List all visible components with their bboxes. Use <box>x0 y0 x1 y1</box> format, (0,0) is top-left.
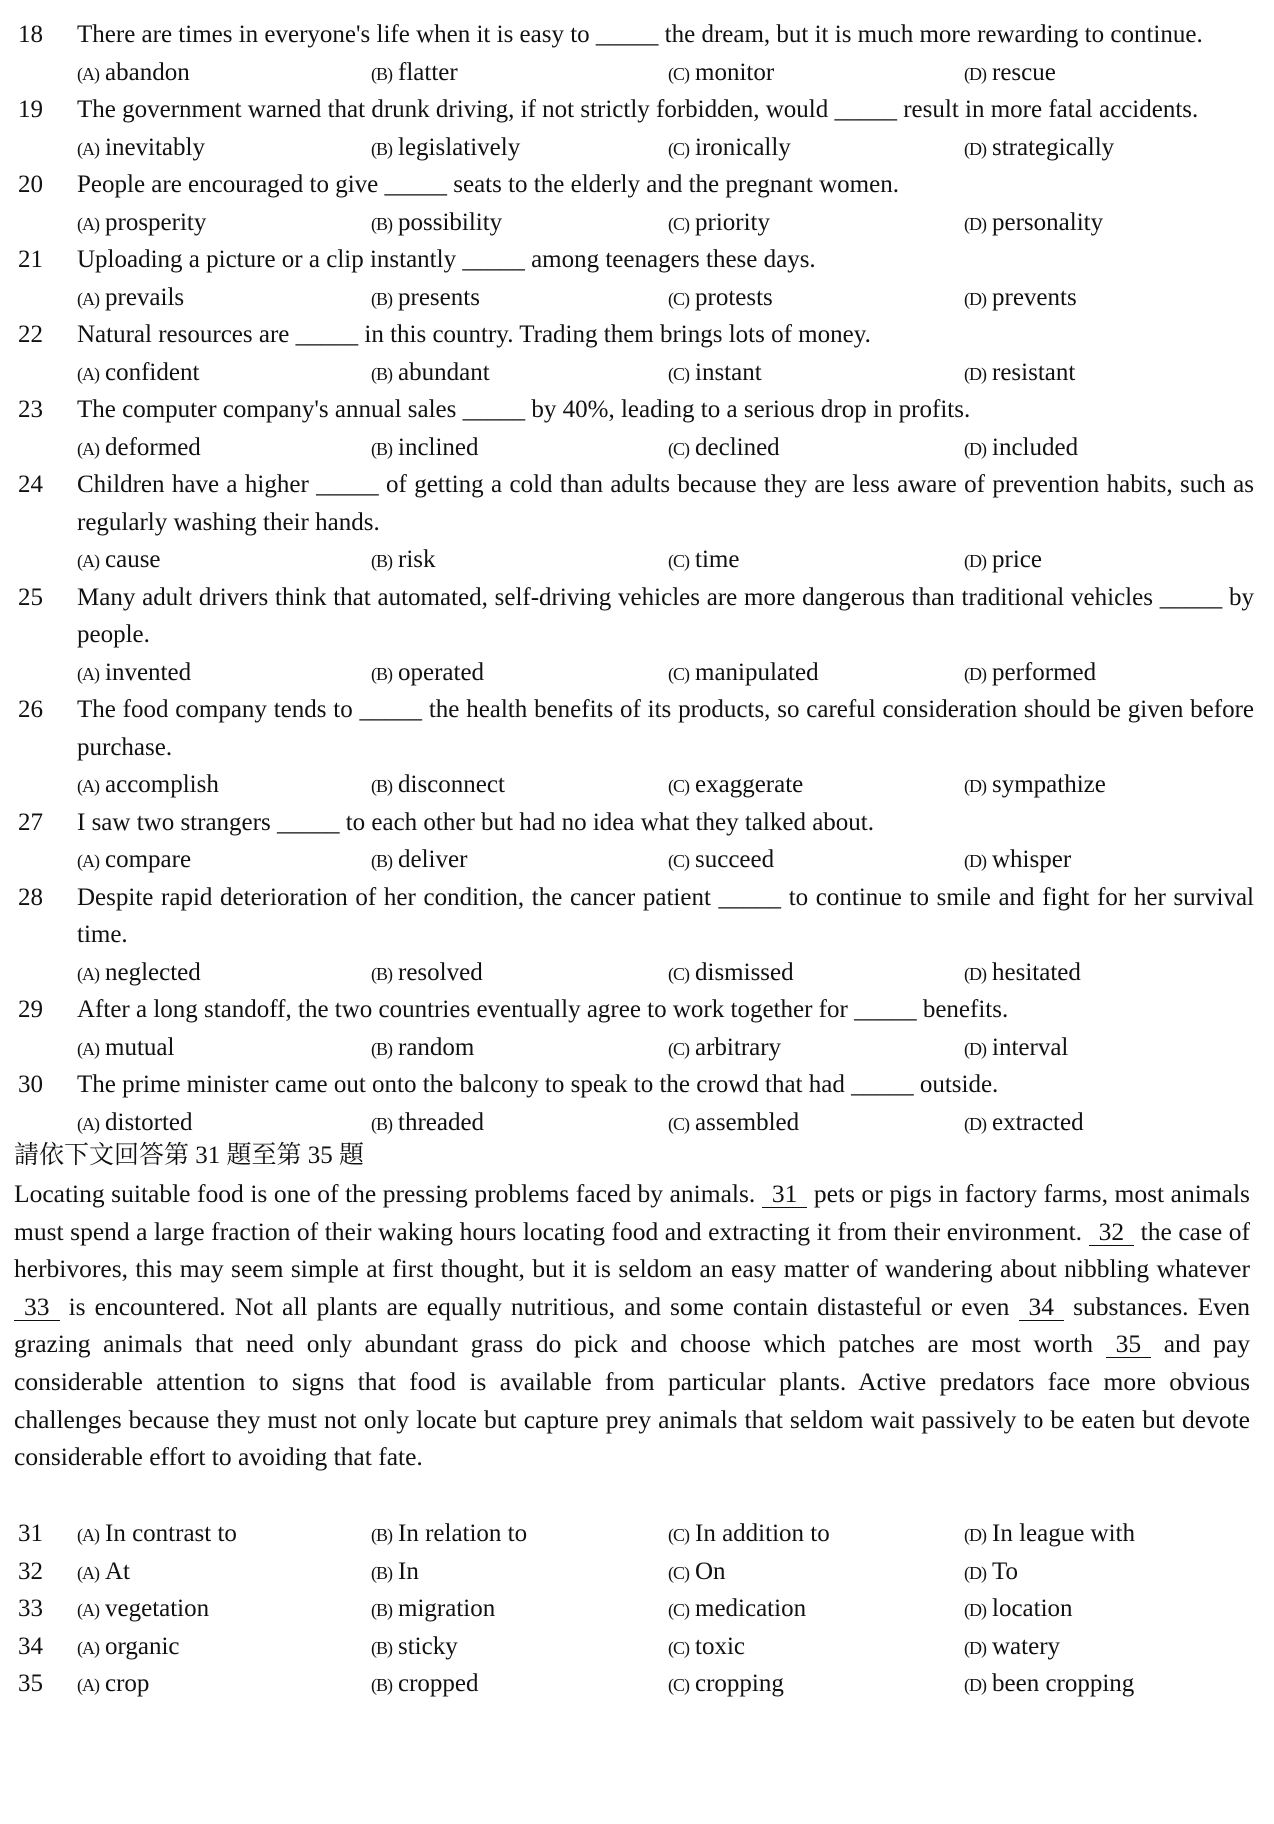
option-row <box>14 954 1254 992</box>
question-item <box>14 16 1254 91</box>
question-number: 28 <box>18 883 43 911</box>
question-text: I saw two strangers _____ to each other but had no idea what they talked about. <box>77 808 874 836</box>
option-c[interactable]: (C) succeed <box>668 846 775 873</box>
option-a[interactable]: (A) distorted <box>77 1108 193 1136</box>
question-number: 19 <box>18 96 43 123</box>
passage-text: pets or pigs in factory farms, most animals must spend a large fraction of their waking hours locating food and extracting it from their environment. <box>14 1179 1250 1246</box>
passage-text: and pay considerable attention to signs that food is available from particular plants. Active predators face more obvious challenges because they must not only locate but capture prey animals that seldom wait passively to be eaten but devote considerable effort to avoiding that fate. <box>14 1329 1251 1472</box>
question-text: Despite rapid deterioration of her condition, the cancer patient _____ to continue to smile and fight for her survival time. <box>77 883 1254 948</box>
question-text: Uploading a picture or a clip instantly _____ among teenagers these days. <box>77 246 816 273</box>
answer-row <box>14 1553 1254 1591</box>
question-number: 35 <box>18 1670 43 1697</box>
option-d[interactable]: (D) sympathize <box>964 771 1106 798</box>
answer-row <box>14 1628 1254 1666</box>
question-item <box>14 991 1254 1066</box>
cloze-passage <box>14 1175 1250 1476</box>
option-c[interactable]: (C) In addition to <box>668 1520 830 1547</box>
option-d[interactable]: (D) prevents <box>964 283 1077 311</box>
option-row <box>14 354 1254 392</box>
option-row <box>14 279 1254 317</box>
option-c[interactable]: (C) time <box>668 546 740 573</box>
question-number: 24 <box>18 471 43 498</box>
option-a[interactable]: (A) vegetation <box>77 1595 210 1622</box>
option-c[interactable]: (C) ironically <box>668 133 791 161</box>
option-b[interactable]: (B) abundant <box>371 358 490 386</box>
option-b[interactable]: (B) In relation to <box>371 1520 528 1547</box>
option-a[interactable]: (A) cause <box>77 546 161 573</box>
option-row <box>14 429 1254 467</box>
option-b[interactable]: (B) inclined <box>371 433 479 461</box>
question-item <box>14 691 1254 804</box>
question-number: 34 <box>18 1632 43 1660</box>
option-row <box>14 654 1254 692</box>
option-row <box>14 1029 1254 1067</box>
option-c[interactable]: (C) exaggerate <box>668 771 804 798</box>
option-d[interactable]: (D) strategically <box>964 133 1115 161</box>
option-c[interactable]: (C) assembled <box>668 1108 800 1136</box>
option-c[interactable]: (C) arbitrary <box>668 1033 782 1061</box>
option-c[interactable]: (C) cropping <box>668 1670 784 1697</box>
option-a[interactable]: (A) organic <box>77 1632 180 1660</box>
option-d[interactable]: (D) interval <box>964 1033 1069 1061</box>
option-a[interactable]: (A) prevails <box>77 283 185 311</box>
option-d[interactable]: (D) whisper <box>964 846 1072 873</box>
option-a[interactable]: (A) inevitably <box>77 133 205 161</box>
option-b[interactable]: (B) flatter <box>371 58 458 86</box>
option-a[interactable]: (A) In contrast to <box>77 1520 237 1547</box>
option-c[interactable]: (C) monitor <box>668 58 775 86</box>
option-a[interactable]: (A) prosperity <box>77 208 207 236</box>
question-number: 22 <box>18 321 43 348</box>
option-b[interactable]: (B) operated <box>371 658 485 686</box>
passage-text: Locating suitable food is one of the pressing problems faced by animals. <box>14 1179 762 1208</box>
question-number: 18 <box>18 21 43 48</box>
option-c[interactable]: (C) protests <box>668 283 773 311</box>
question-number: 32 <box>18 1557 43 1585</box>
question-text: The government warned that drunk driving, if not strictly forbidden, would _____ result in more fatal accidents. <box>77 96 1199 123</box>
question-number: 27 <box>18 808 43 836</box>
question-text: Natural resources are _____ in this country. Trading them brings lots of money. <box>77 321 871 348</box>
option-c[interactable]: (C) toxic <box>668 1632 745 1660</box>
option-d[interactable]: (D) included <box>964 433 1079 461</box>
option-b[interactable]: (B) cropped <box>371 1670 479 1697</box>
question-item <box>14 391 1254 466</box>
answer-row <box>14 1590 1254 1628</box>
question-text: The prime minister came out onto the balcony to speak to the crowd that had _____ outside. <box>77 1071 999 1098</box>
option-b[interactable]: (B) threaded <box>371 1108 485 1136</box>
option-a[interactable]: (A) neglected <box>77 958 201 986</box>
question-text: There are times in everyone's life when it is easy to _____ the dream, but it is much more rewarding to continue. <box>77 21 1203 48</box>
option-a[interactable]: (A) abandon <box>77 58 190 86</box>
option-b[interactable]: (B) sticky <box>371 1632 458 1660</box>
option-c[interactable]: (C) declined <box>668 433 780 461</box>
question-item <box>14 241 1254 316</box>
option-row <box>14 766 1254 804</box>
option-a[interactable]: (A) accomplish <box>77 771 219 798</box>
option-c[interactable]: (C) manipulated <box>668 658 819 686</box>
option-b[interactable]: (B) resolved <box>371 958 483 986</box>
question-item <box>14 166 1254 241</box>
question-number: 33 <box>18 1595 43 1622</box>
question-text: The computer company's annual sales _____ by 40%, leading to a serious drop in profits. <box>77 396 971 423</box>
option-row <box>14 204 1254 242</box>
option-row <box>14 1104 1254 1142</box>
option-d[interactable]: (D) hesitated <box>964 958 1081 986</box>
option-d[interactable]: (D) In league with <box>964 1520 1136 1547</box>
question-number: 25 <box>18 583 43 611</box>
option-c[interactable]: (C) priority <box>668 208 770 236</box>
blank-32: 32 <box>1089 1219 1135 1246</box>
option-b[interactable]: (B) legislatively <box>371 133 521 161</box>
question-item <box>14 91 1254 166</box>
option-row <box>14 841 1254 879</box>
option-c[interactable]: (C) instant <box>668 358 762 386</box>
passage-text: substances. Even grazing animals that need only abundant grass do pick and choose which patches are most worth <box>14 1291 1250 1359</box>
cloze-answer-list <box>14 1515 1254 1703</box>
option-a[interactable]: (A) crop <box>77 1670 150 1697</box>
answer-row <box>14 1515 1254 1553</box>
question-item <box>14 804 1254 879</box>
option-c[interactable]: (C) medication <box>668 1595 807 1622</box>
question-number: 21 <box>18 246 43 273</box>
passage-text: the case of herbivores, this may seem simple at first thought, but it is seldom an easy matter of wandering about nibbling whatever <box>14 1216 1250 1284</box>
option-a[interactable]: (A) deformed <box>77 433 201 461</box>
option-a[interactable]: (A) invented <box>77 658 192 686</box>
option-row <box>14 54 1254 92</box>
option-d[interactable]: (D) location <box>964 1595 1073 1622</box>
option-b[interactable]: (B) disconnect <box>371 771 505 798</box>
option-d[interactable]: (D) been cropping <box>964 1670 1135 1697</box>
option-b[interactable]: (B) possibility <box>371 208 503 236</box>
option-d[interactable]: (D) resistant <box>964 358 1076 386</box>
question-text: Many adult drivers think that automated, self-driving vehicles are more dangerous than traditional vehicles _____ by people. <box>77 583 1254 648</box>
answer-row <box>14 1665 1254 1703</box>
question-number: 30 <box>18 1071 43 1098</box>
option-c[interactable]: (C) dismissed <box>668 958 794 986</box>
option-row <box>14 129 1254 167</box>
option-b[interactable]: (B) risk <box>371 546 436 573</box>
question-text: People are encouraged to give _____ seats to the elderly and the pregnant women. <box>77 171 899 198</box>
option-d[interactable]: (D) personality <box>964 208 1104 236</box>
question-text: Children have a higher _____ of getting a cold than adults because they are less aware of prevention habits, such as regularly washing their hands. <box>77 471 1254 536</box>
blank-34: 34 <box>1019 1294 1065 1321</box>
question-item <box>14 879 1254 992</box>
question-number: 20 <box>18 171 43 198</box>
option-b[interactable]: (B) deliver <box>371 846 468 873</box>
question-number: 26 <box>18 696 43 723</box>
question-text: The food company tends to _____ the health benefits of its products, so careful consideration should be given before purchase. <box>77 696 1254 761</box>
option-b[interactable]: (B) migration <box>371 1595 496 1622</box>
option-d[interactable]: (D) performed <box>964 658 1097 686</box>
blank-31: 31 <box>762 1181 808 1208</box>
question-number: 31 <box>18 1520 43 1547</box>
option-a[interactable]: (A) compare <box>77 846 192 873</box>
blank-35: 35 <box>1106 1331 1152 1358</box>
option-d[interactable]: (D) watery <box>964 1632 1061 1660</box>
option-a[interactable]: (A) confident <box>77 358 200 386</box>
option-b[interactable]: (B) random <box>371 1033 475 1061</box>
option-c[interactable]: (C) On <box>668 1557 726 1585</box>
option-d[interactable]: (D) rescue <box>964 58 1056 86</box>
question-item <box>14 1066 1254 1141</box>
cloze-instruction: 請依下文回答第 31 題至第 35 題 <box>14 1142 365 1169</box>
option-d[interactable]: (D) price <box>964 546 1042 573</box>
option-a[interactable]: (A) mutual <box>77 1033 175 1061</box>
option-d[interactable]: (D) To <box>964 1557 1019 1585</box>
question-item <box>14 316 1254 391</box>
question-item <box>14 466 1254 579</box>
option-b[interactable]: (B) In <box>371 1557 419 1585</box>
passage-text: is encountered. Not all plants are equally nutritious, and some contain distasteful or even <box>59 1291 1019 1321</box>
option-d[interactable]: (D) extracted <box>964 1108 1084 1136</box>
question-list <box>14 16 1254 1141</box>
option-row <box>14 541 1254 579</box>
blank-33: 33 <box>14 1294 60 1321</box>
question-text: After a long standoff, the two countries eventually agree to work together for _____ benefits. <box>77 996 1009 1023</box>
question-item <box>14 579 1254 692</box>
question-number: 23 <box>18 396 43 423</box>
question-number: 29 <box>18 996 43 1023</box>
option-b[interactable]: (B) presents <box>371 283 480 311</box>
option-a[interactable]: (A) At <box>77 1557 130 1585</box>
